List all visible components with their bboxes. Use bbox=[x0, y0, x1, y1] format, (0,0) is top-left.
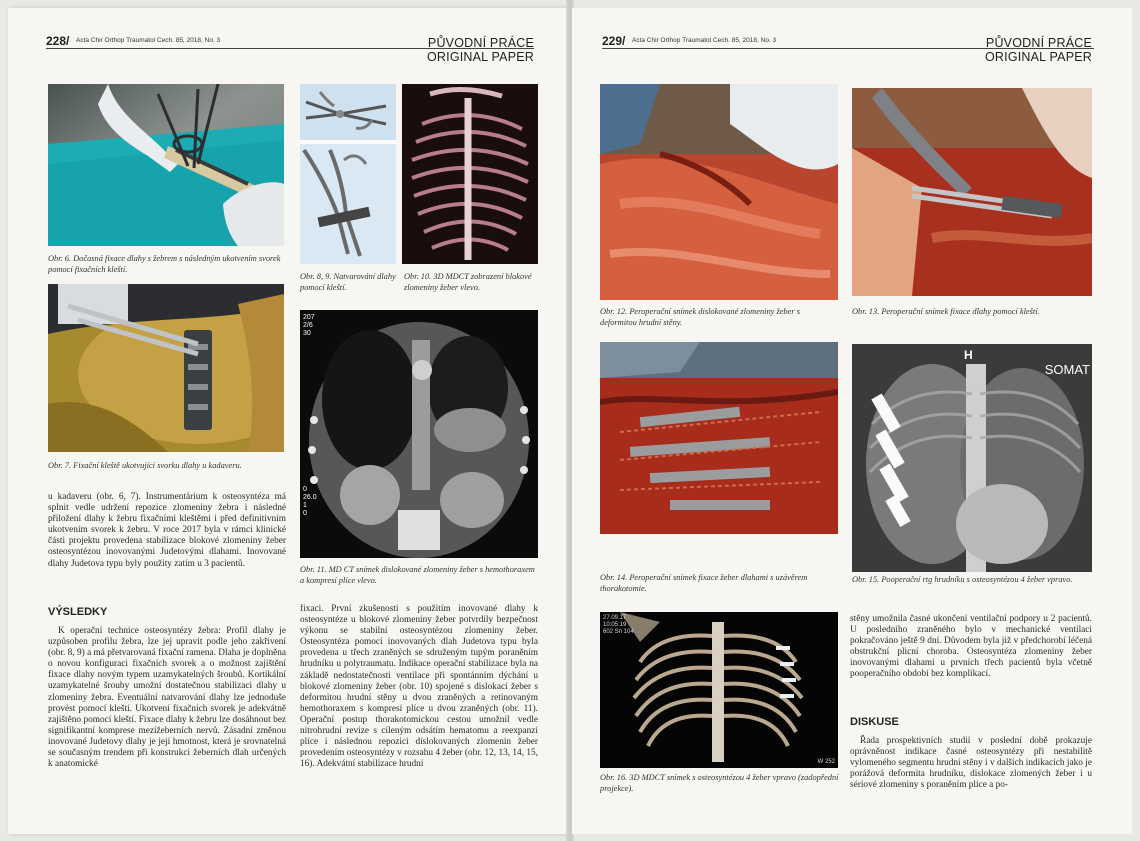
xray-marker: H bbox=[964, 348, 973, 362]
figure-15-xray bbox=[852, 344, 1092, 572]
figure-8-9-illustration bbox=[300, 84, 396, 264]
caption-fig14: Obr. 14. Peroperační snímek fixace žeber dlahami s uzávěrem thorakotomie. bbox=[600, 573, 808, 593]
figure-16-3d-mdct bbox=[600, 612, 838, 768]
figure-11-ct bbox=[300, 310, 538, 558]
figure-6-photo bbox=[48, 84, 284, 246]
paragraph: Řada prospektivních studií v poslední době prokazuje oprávněnost indikace časné osteosyntézy při nestabilitě vylomeného segmentu hrudní stěny i v dalších indikacích jako je porážová deformita hrudníku, dislokace zlomených žeber i u sériové zlomeniny s poraněním plíce a po- bbox=[850, 736, 1092, 791]
body-text-col2 bbox=[300, 604, 538, 770]
caption-fig8-9: Obr. 8, 9. Natvarování dlahy pomocí kleští. bbox=[300, 272, 396, 292]
body-text-col1-intro bbox=[48, 492, 286, 570]
caption-fig13: Obr. 13. Peroperační snímek fixace dlahy pomocí kleští. bbox=[852, 307, 1040, 316]
ct-overlay-top: 207 2/6 30 bbox=[303, 314, 315, 337]
figure-7-photo bbox=[48, 284, 284, 452]
left-page bbox=[8, 8, 568, 834]
caption-fig15: Obr. 15. Pooperační rtg hrudníku s osteosyntézou 4 žeber vpravo. bbox=[852, 575, 1073, 584]
caption-fig7: Obr. 7. Fixační kleště ukotvující svorku dlahy u kadaveru. bbox=[48, 461, 242, 470]
right-page bbox=[572, 8, 1132, 834]
journal-citation: Acta Chir Orthop Traumatol Cech. 85, 2018, No. 3 bbox=[632, 37, 777, 44]
figure-14-photo bbox=[600, 342, 838, 534]
figure-10-3d-mdct bbox=[402, 84, 538, 264]
mdct-overlay-top: 27.09.17 10:05:19 602 Sn 104 bbox=[603, 615, 634, 635]
caption-fig10: Obr. 10. 3D MDCT zobrazení blokové zlomeniny žeber vlevo. bbox=[404, 272, 532, 292]
article-type bbox=[985, 36, 1092, 64]
paragraph: u kadaveru (obr. 6, 7). Instrumentárium k osteosyntéza má splnit vedle udržení repozice zlomeniny žebra i následné přiložení dlahy k žebru fixačními kleštěmi i před definitivním ukotvením svorek k žebru. V roce 2017 byla v rámci klinické části projektu provedena stabilizace blokové zlomeniny žeber osteosyntézou inovovanými Judetovými dlahami. Inovované dlahy Judetova typu byly použity zatím u 3 pacientů. bbox=[48, 492, 286, 569]
caption-fig16: Obr. 16. 3D MDCT snímek s osteosyntézou 4 žeber vpravo (zadopřední projekce). bbox=[600, 773, 839, 793]
article-type-cz: PŮVODNÍ PRÁCE bbox=[985, 36, 1092, 50]
mdct-overlay-corner: W 252 bbox=[817, 759, 835, 765]
section-heading-results: VÝSLEDKY bbox=[48, 606, 108, 618]
paragraph: stěny umožnila časné ukončení ventilační podpory u 2 pacientů. U posledního zraněného bylo v mechanické ventilaci pokračováno ještě 9 dní. Důvodem byla již v předchorobí léčená obstrukční plicní choroba. Osteosyntéza zlomeniny žeber inovovanými dlahami u prvních třech pacientů byla včetně pooperačního období bez komplikací. bbox=[850, 614, 1092, 680]
article-type-cz: PŮVODNÍ PRÁCE bbox=[427, 36, 534, 50]
figure-13-photo bbox=[852, 88, 1092, 296]
article-type bbox=[427, 36, 534, 64]
body-text-col1-results bbox=[48, 626, 286, 770]
paragraph: K operační technice osteosyntézy žebra: Profil dlahy je uzpůsoben profilu žebra, lze jej upravit podle jeho zakřivení (obr. 8, 9) a má přetvarovaná fixační ramena. Dlaha je doplněna o novou konfiguraci fixačních svorek a o možnost zajištění fixace dlahy novým typem uzamykatelných šroubů. Kortikální uzamykatelné šrouby umožní dostatečnou stabilizaci dlahy u zlomeniny žebra. Eventuální natvarování dlahy lze jednoduše provést pomocí kleští. Ukotvení fixačních svorek je adekvátně zajištěno pomocí kleští. Fixace dlahy k žebru lze dosáhnout bez signifikantní komprese mezižeberních nervů. Zásadní změnou inovované Judetovy dlahy je její hmotnost, která je srovnatelná se současným trendem při konstrukci žeberních dlah určených k anatomické bbox=[48, 626, 286, 770]
xray-brand-label: SOMAT bbox=[1044, 362, 1090, 377]
figure-12-photo bbox=[600, 84, 838, 300]
paragraph: fixaci. První zkušenosti s použitím inovované dlahy k osteosyntéze u blokové zlomeniny žeber potvrdily bezpečnost výkonu se stabilní osteosyntézou zlomeniny žeber. Osteosyntéza pomocí inovovaných dlah Judetova typu byla provedena u třech zraněných se sdruženým tupým poraněním hrudníku u polytraumatu. Indikace operační stabilizace byla na základě nedostatečnosti ventilace při spontánním dýchání u blokové zlomeniny žeber (obr. 10) spojené s dislokací žeber s deformitou hrudní stěny u dvou zraněných a retinovaným hemothoraxem s kompresí plíce u dvou zraněných (obr. 11). Operační postup thorakotomickou cestou umožnil vedle nitrohrudní revize s cíleným odsátím hematomu a reexpanzí plíce i následnou repozici dislokovaných zlomenin žeber provedením osteosyntézy v rozsahu 4 žeber (obr. 12, 13, 14, 15, 16). Adekvátní stabilizace hrudní bbox=[300, 604, 538, 770]
ct-overlay-bottom: 0 26.0 1 0 bbox=[303, 486, 317, 517]
body-text-discussion bbox=[850, 736, 1092, 791]
caption-fig12: Obr. 12. Peroperační snímek dislokované zlomeniny žeber s deformitou hrudní stěny. bbox=[600, 307, 800, 327]
section-heading-discussion: DISKUSE bbox=[850, 716, 899, 728]
caption-fig6: Obr. 6. Dočasná fixace dlahy s žebrem s následným ukotvením svorek pomocí fixačních kleští. bbox=[48, 254, 281, 274]
journal-citation: Acta Chir Orthop Traumatol Cech. 85, 2018, No. 3 bbox=[76, 37, 221, 44]
article-type-en: ORIGINAL PAPER bbox=[985, 50, 1092, 64]
page-number: 228/ bbox=[46, 34, 70, 48]
article-type-en: ORIGINAL PAPER bbox=[427, 50, 534, 64]
page-number: 229/ bbox=[602, 34, 626, 48]
body-text-right-col2 bbox=[850, 614, 1092, 681]
caption-fig11: Obr. 11. MD CT snímek dislokované zlomeniny žeber s hemothoraxem a kompresí plíce vlevo. bbox=[300, 565, 535, 585]
